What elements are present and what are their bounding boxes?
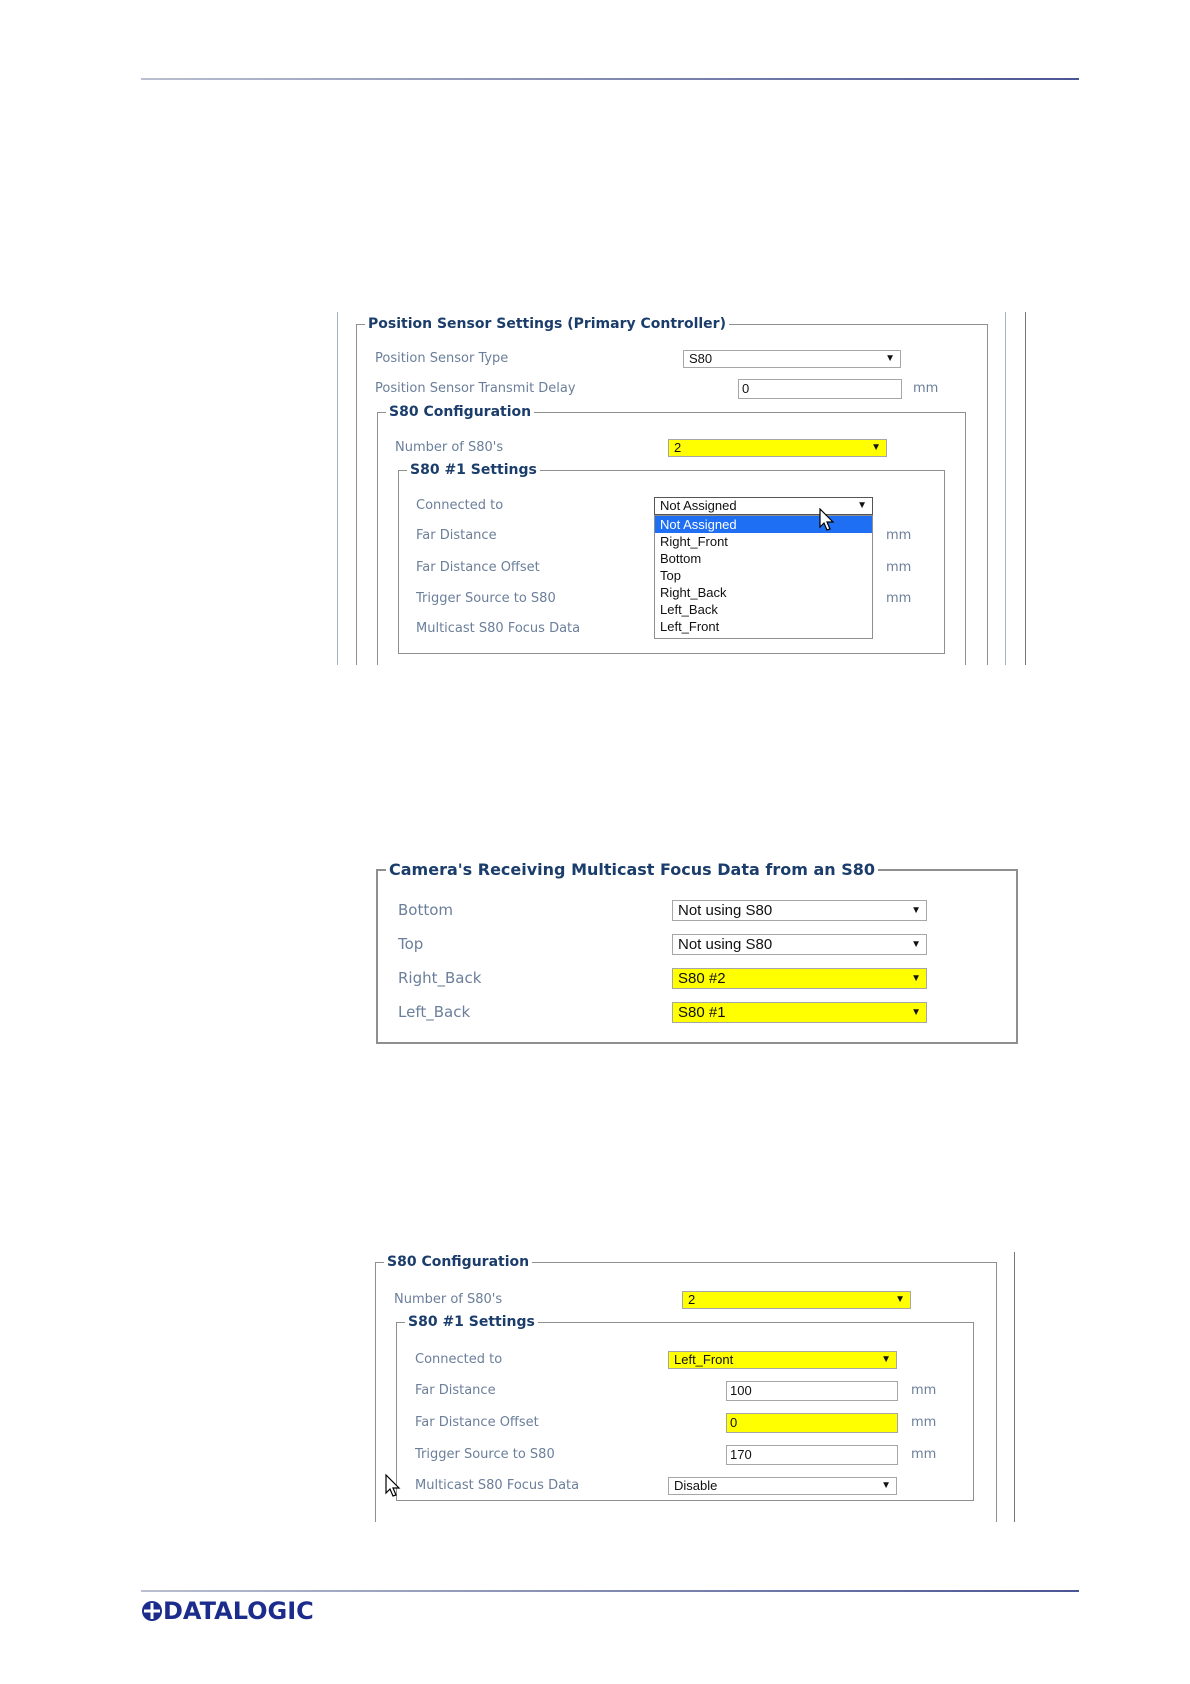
- chevron-down-icon: ▼: [857, 500, 867, 511]
- connected-to-label: Connected to: [416, 498, 504, 513]
- datalogic-logo: [141, 1596, 314, 1626]
- window-border-right-outer: [1025, 312, 1026, 665]
- camera-top-label: Top: [398, 935, 424, 953]
- camera-right-back-select[interactable]: [672, 968, 927, 989]
- select-value: 2: [688, 1292, 696, 1307]
- screenshot-s80-configuration: [370, 1252, 1020, 1522]
- window-border-right: [1014, 1252, 1015, 1522]
- group-title: Camera's Receiving Multicast Focus Data from an S80: [389, 860, 875, 879]
- select-value: Disable: [674, 1478, 718, 1493]
- chevron-down-icon: ▼: [895, 1294, 905, 1305]
- connected-to-dropdown-list[interactable]: [654, 515, 873, 639]
- far-distance-offset-input[interactable]: 0: [726, 1413, 898, 1433]
- camera-bottom-select[interactable]: [672, 900, 927, 921]
- chevron-down-icon: ▼: [881, 1354, 891, 1365]
- transmit-delay-input[interactable]: 0: [738, 379, 902, 399]
- datalogic-mark-icon: [141, 1600, 163, 1622]
- dropdown-option[interactable]: Left_Front: [660, 619, 720, 634]
- dropdown-option[interactable]: Right_Back: [660, 585, 727, 600]
- chevron-down-icon: ▼: [885, 353, 895, 364]
- chevron-down-icon: ▼: [911, 905, 921, 916]
- far-distance-label: Far Distance: [416, 528, 497, 543]
- mouse-pointer-icon: [385, 1474, 401, 1498]
- number-of-s80s-select[interactable]: [668, 439, 887, 457]
- multicast-focus-select[interactable]: [668, 1477, 897, 1495]
- select-value: S80 #2: [678, 970, 726, 987]
- transmit-delay-unit: mm: [913, 381, 939, 396]
- group-title: S80 Configuration: [389, 404, 532, 420]
- chevron-down-icon: ▼: [911, 939, 921, 950]
- s80-1-settings-group: [396, 1314, 974, 1501]
- select-value: Not using S80: [678, 936, 773, 953]
- camera-right-back-label: Right_Back: [398, 969, 482, 987]
- select-value: 2: [674, 440, 682, 455]
- mouse-pointer-icon: [819, 508, 835, 532]
- connected-to-select[interactable]: [668, 1351, 897, 1369]
- window-border-right: [1005, 312, 1006, 665]
- group-title: Position Sensor Settings (Primary Controller): [368, 316, 726, 332]
- multicast-focus-label: Multicast S80 Focus Data: [415, 1478, 580, 1493]
- far-distance-unit: mm: [911, 1383, 937, 1398]
- chevron-down-icon: ▼: [881, 1480, 891, 1491]
- logo-text: DATALOGIC: [163, 1597, 314, 1625]
- window-border-left: [337, 312, 338, 665]
- trigger-source-unit: mm: [911, 1447, 937, 1462]
- camera-left-back-select[interactable]: [672, 1002, 927, 1023]
- trigger-source-unit: mm: [886, 591, 912, 606]
- camera-left-back-label: Left_Back: [398, 1003, 471, 1021]
- group-title: S80 Configuration: [387, 1254, 530, 1270]
- screenshot-multicast-focus-data: [372, 858, 1022, 1048]
- far-distance-offset-unit: mm: [911, 1415, 937, 1430]
- far-distance-unit: mm: [886, 528, 912, 543]
- number-of-s80s-label: Number of S80's: [395, 440, 504, 455]
- multicast-focus-label: Multicast S80 Focus Data: [416, 621, 581, 636]
- far-distance-input[interactable]: 100: [726, 1381, 898, 1401]
- chevron-down-icon: ▼: [911, 973, 921, 984]
- dropdown-option[interactable]: Not Assigned: [655, 516, 872, 533]
- camera-bottom-label: Bottom: [398, 901, 454, 919]
- dropdown-option[interactable]: Right_Front: [660, 534, 728, 549]
- connected-to-label: Connected to: [415, 1352, 503, 1367]
- select-value: S80: [689, 351, 713, 366]
- trigger-source-label: Trigger Source to S80: [415, 1447, 555, 1462]
- select-value: Not Assigned: [660, 498, 737, 513]
- select-value: S80 #1: [678, 1004, 726, 1021]
- connected-to-select[interactable]: [654, 497, 873, 515]
- trigger-source-input[interactable]: 170: [726, 1445, 898, 1465]
- chevron-down-icon: ▼: [911, 1007, 921, 1018]
- far-distance-offset-label: Far Distance Offset: [416, 560, 540, 575]
- position-sensor-type-select[interactable]: [683, 350, 901, 368]
- number-of-s80s-select[interactable]: [682, 1291, 911, 1309]
- dropdown-option[interactable]: Top: [660, 568, 681, 583]
- header-rule: [141, 78, 1079, 80]
- far-distance-offset-label: Far Distance Offset: [415, 1415, 539, 1430]
- screenshot-position-sensor-settings: [335, 312, 1035, 665]
- group-title: S80 #1 Settings: [410, 462, 537, 478]
- footer-rule: [141, 1590, 1079, 1592]
- chevron-down-icon: ▼: [871, 442, 881, 453]
- trigger-source-label: Trigger Source to S80: [416, 591, 556, 606]
- transmit-delay-label: Position Sensor Transmit Delay: [375, 381, 576, 396]
- far-distance-label: Far Distance: [415, 1383, 496, 1398]
- dropdown-option[interactable]: Left_Back: [660, 602, 718, 617]
- group-title: S80 #1 Settings: [408, 1314, 535, 1330]
- select-value: Left_Front: [674, 1352, 734, 1367]
- camera-top-select[interactable]: [672, 934, 927, 955]
- dropdown-option[interactable]: Bottom: [660, 551, 702, 566]
- position-sensor-type-label: Position Sensor Type: [375, 351, 509, 366]
- select-value: Not using S80: [678, 902, 773, 919]
- far-distance-offset-unit: mm: [886, 560, 912, 575]
- number-of-s80s-label: Number of S80's: [394, 1292, 503, 1307]
